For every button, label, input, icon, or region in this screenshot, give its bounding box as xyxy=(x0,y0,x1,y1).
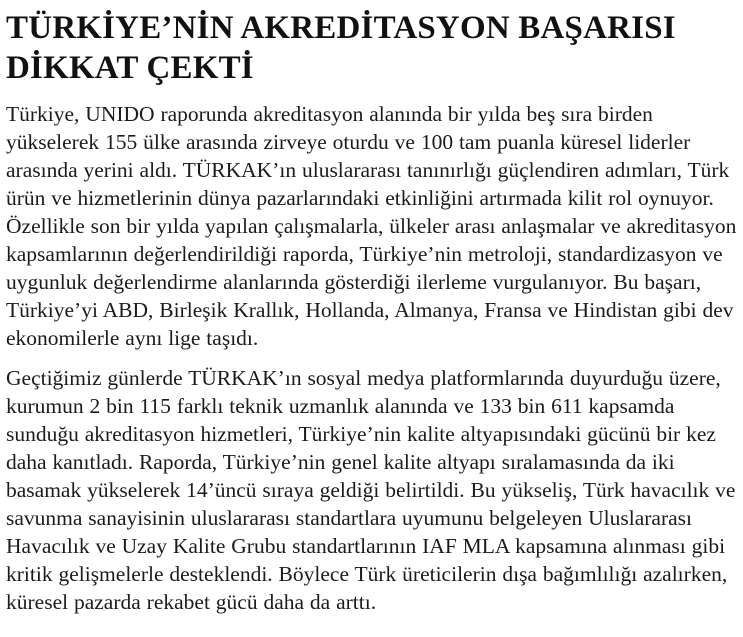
article-paragraph-2: Geçtiğimiz günlerde TÜRKAK’ın sosyal medya platformlarında duyurduğu üzere, kurumun 2 bin 115 farklı teknik uzmanlık alanında ve 133 bin 611 kapsamda sunduğu akreditasyon hizmetleri, Türkiye’nin kalite altyapısındaki gücünü bir kez daha kanıtladı. Raporda, Türkiye’nin genel kalite altyapı sıralamasında da iki basamak yükselerek 14’üncü sıraya geldiği belirtildi. Bu yükseliş, Türk havacılık ve savunma sanayisinin uluslararası standartlara uyumunu belgeleyen Uluslararası Havacılık ve Uzay Kalite Grubu standartlarının IAF MLA kapsamına alınması gibi kritik gelişmelerle desteklendi. Böylece Türk üreticilerin dışa bağımlılığı azalırken, küresel pazarda rekabet gücü daha da arttı. xyxy=(6,366,736,614)
article-headline: TÜRKİYE’NİN AKREDİTASYON BAŞARISI DİKKAT ÇEKTİ xyxy=(6,10,676,86)
article-paragraph-1: Türkiye, UNIDO raporunda akreditasyon alanında bir yılda beş sıra birden yükselerek 155 ülke arasında zirveye oturdu ve 100 tam puanla küresel liderler arasında yerini aldı. TÜRKAK’ın uluslararası tanınırlığı güçlendiren adımları, Türk ürün ve hizmetlerinin dünya pazarlarındaki etkinliğini artırmada kilit rol oynuyor. Özellikle son bir yılda yapılan çalışmalarla, ülkeler arası anlaşmalar ve akreditasyon kapsamlarının değerlendirildiği raporda, Türkiye’nin metroloji, standardizasyon ve uygunluk değerlendirme alanlarında gösterdiği ilerleme vurgulanıyor. Bu başarı, Türkiye’yi ABD, Birleşik Krallık, Hollanda, Almanya, Fransa ve Hindistan gibi dev ekonomilerle aynı lige taşıdı. xyxy=(6,102,737,350)
